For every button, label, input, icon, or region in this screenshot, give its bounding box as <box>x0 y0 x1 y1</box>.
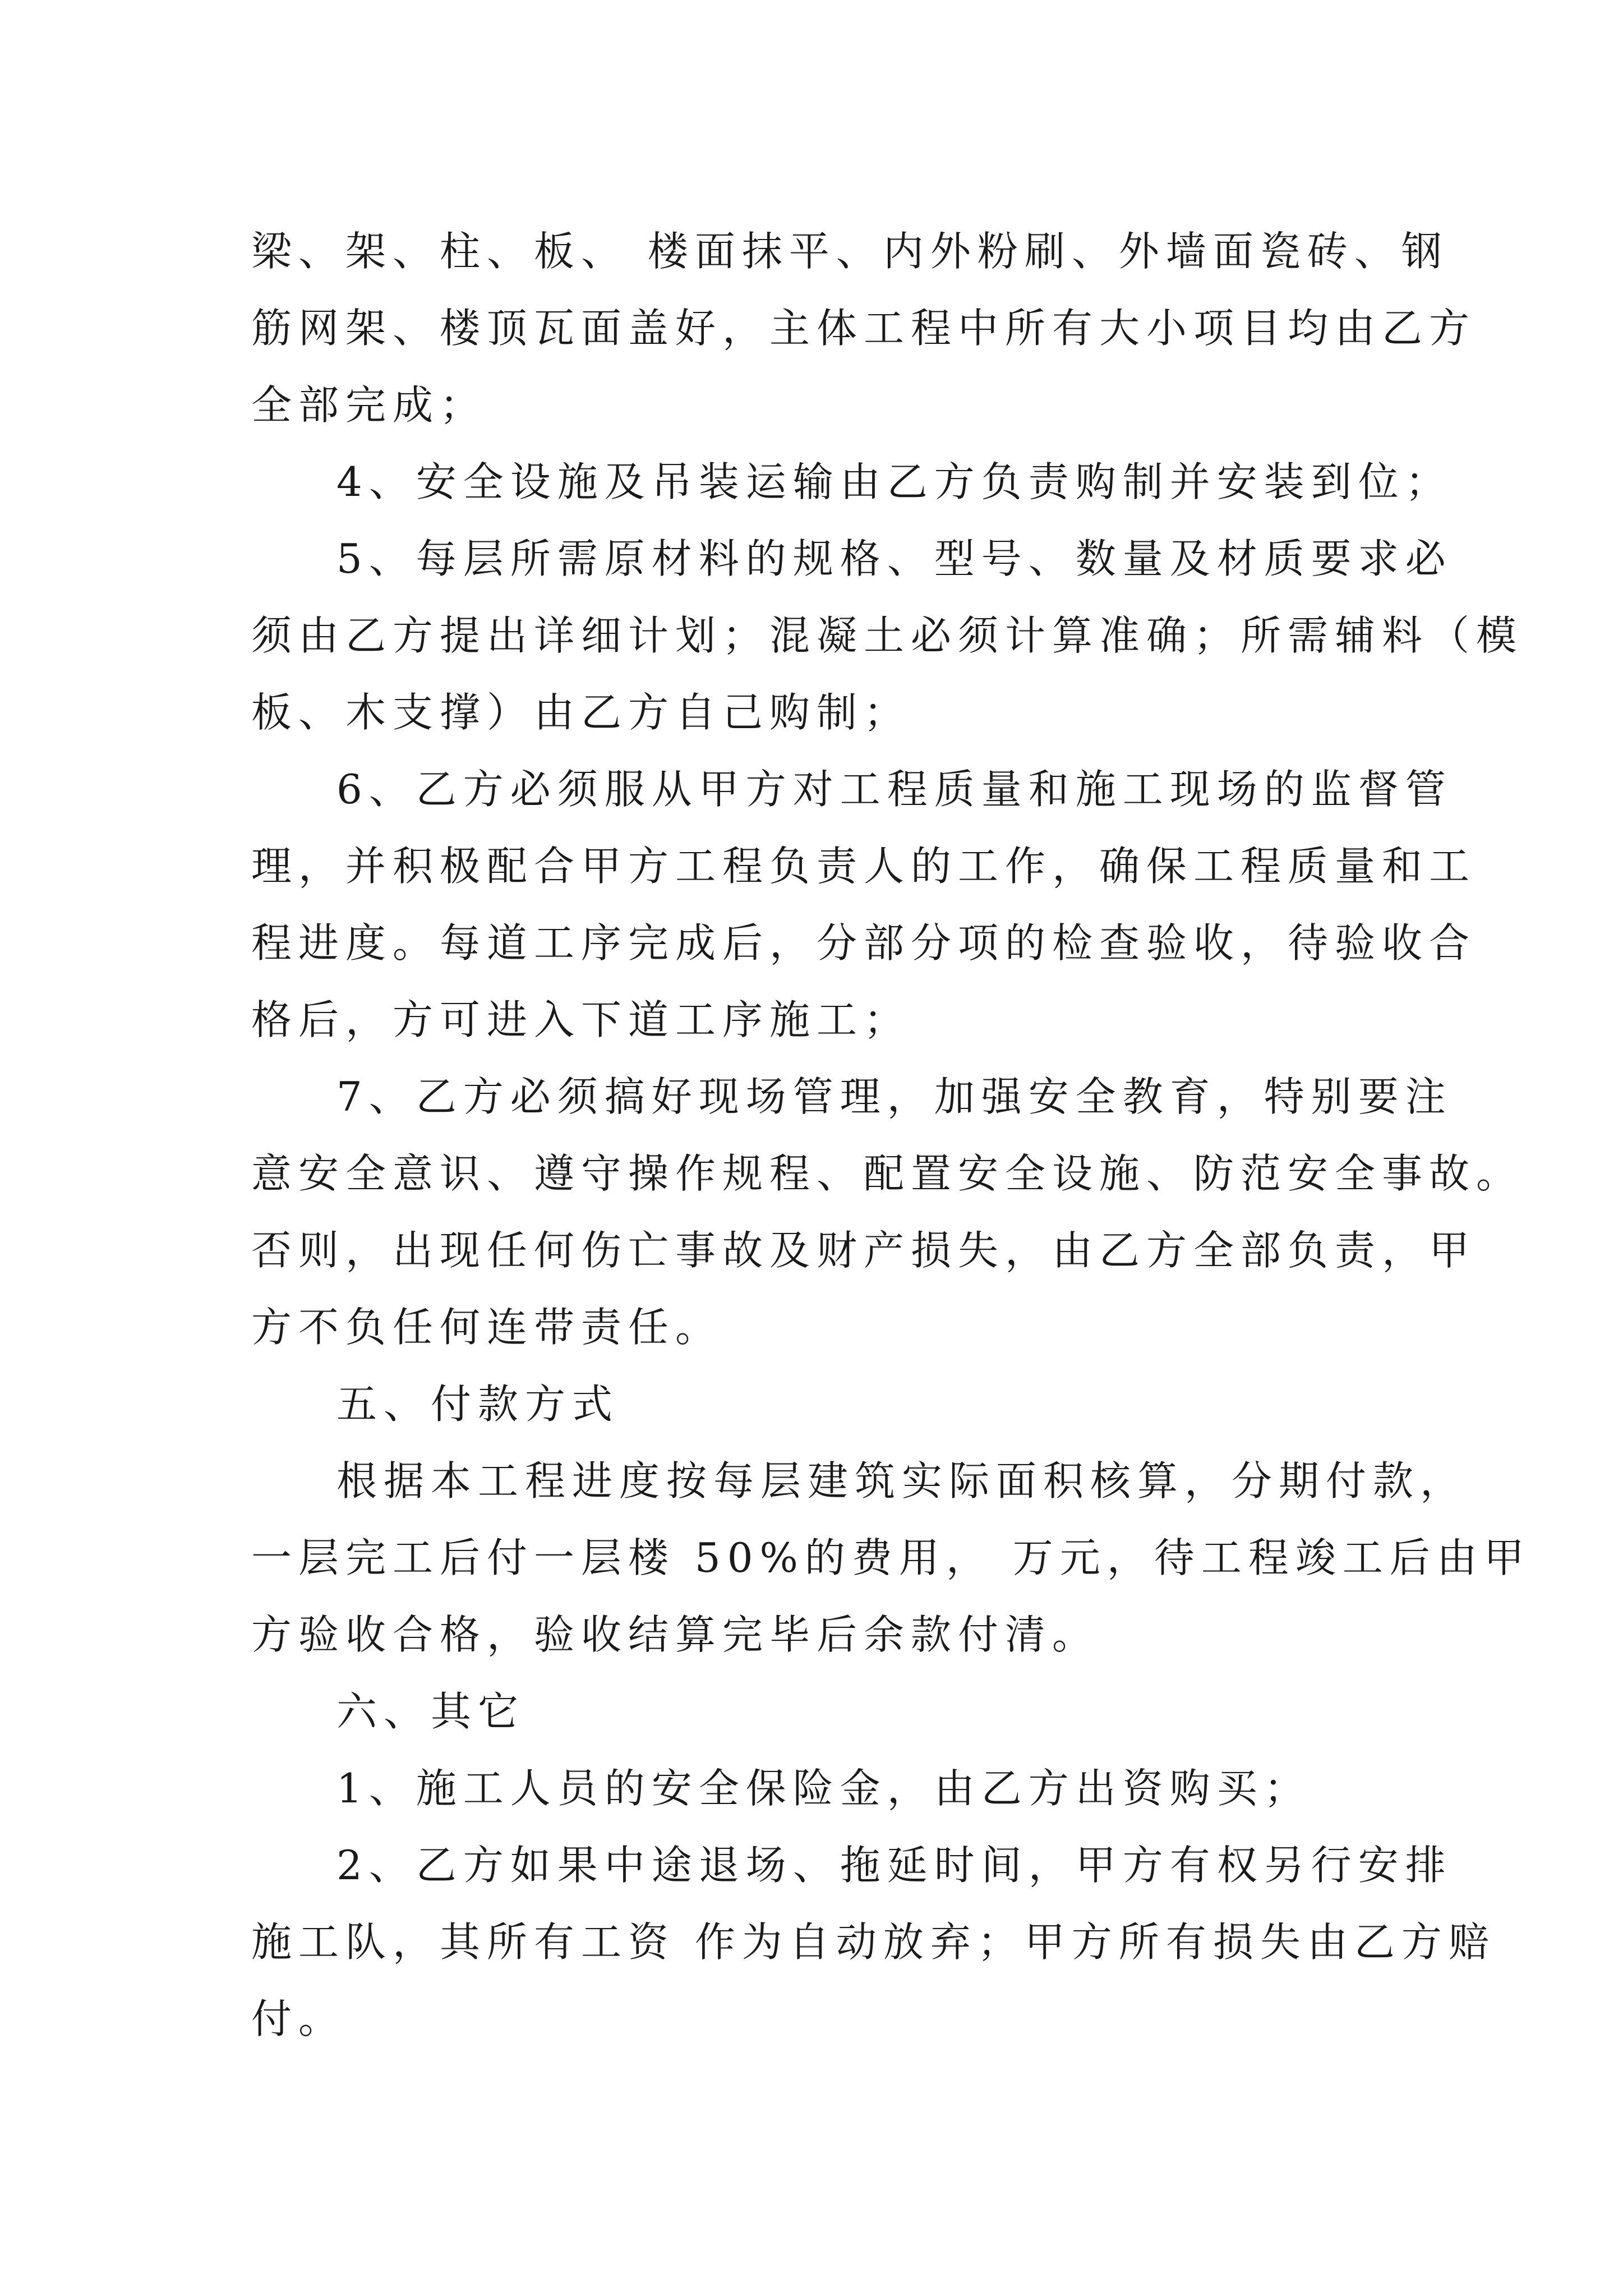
text-line: 板、木支撑）由乙方自己购制； <box>251 689 911 736</box>
paragraph <box>251 1750 1384 1827</box>
text-line: 付。 <box>251 1995 346 2042</box>
paragraph <box>251 1366 1384 1443</box>
document-body <box>251 213 1531 2058</box>
text-line: 程进度。每道工序完成后，分部分项的检查验收，待验收合 <box>251 919 1477 967</box>
paragraph <box>251 1059 1524 1366</box>
text-line: 根据本工程进度按每层建筑实际面积核算，分期付款， <box>336 1457 1468 1504</box>
text-line: 7、乙方必须搞好现场管理，加强安全教育，特别要注 <box>336 1073 1453 1120</box>
text-line: 4、安全设施及吊装运输由乙方负责购制并安装到位； <box>336 458 1453 505</box>
paragraph <box>251 444 1453 521</box>
text-line: 一层完工后付一层楼 50%的费用， 万元，待工程竣工后由甲 <box>251 1534 1531 1581</box>
paragraph <box>251 1673 1384 1750</box>
text-line: 全部完成； <box>251 381 487 429</box>
text-line: 五、付款方式 <box>336 1381 620 1428</box>
text-line: 否则，出现任何伤亡事故及财产损失，由乙方全部负责，甲 <box>251 1227 1477 1274</box>
text-line: 格后，方可进入下道工序施工； <box>251 996 911 1043</box>
text-line: 1、施工人员的安全保险金，由乙方出资购买； <box>336 1765 1311 1812</box>
text-line: 5、每层所需原材料的规格、型号、数量及材质要求必 <box>336 535 1453 582</box>
text-line: 须由乙方提出详细计划；混凝土必须计算准确；所需辅料（模 <box>251 612 1524 659</box>
text-line: 6、乙方必须服从甲方对工程质量和施工现场的监督管 <box>336 766 1453 813</box>
text-line: 意安全意识、遵守操作规程、配置安全设施、防范安全事故。 <box>251 1150 1524 1197</box>
paragraph <box>251 521 1524 751</box>
text-line: 施工队，其所有工资 作为自动放弃；甲方所有损失由乙方赔 <box>251 1918 1496 1966</box>
text-line: 方验收合格，验收结算完毕后余款付清。 <box>251 1611 1100 1658</box>
paragraph <box>251 1827 1496 2058</box>
text-line: 方不负任何连带责任。 <box>251 1304 723 1351</box>
paragraph <box>251 213 1477 444</box>
text-line: 梁、架、柱、板、 楼面抹平、内外粉刷、外墙面瓷砖、钢 <box>251 228 1449 275</box>
paragraph <box>251 1443 1531 1673</box>
text-line: 2、乙方如果中途退场、拖延时间，甲方有权另行安排 <box>336 1842 1453 1889</box>
text-line: 六、其它 <box>336 1688 525 1735</box>
text-line: 理，并积极配合甲方工程负责人的工作，确保工程质量和工 <box>251 843 1477 890</box>
paragraph <box>251 751 1477 1059</box>
text-line: 筋网架、楼顶瓦面盖好，主体工程中所有大小项目均由乙方 <box>251 305 1477 352</box>
